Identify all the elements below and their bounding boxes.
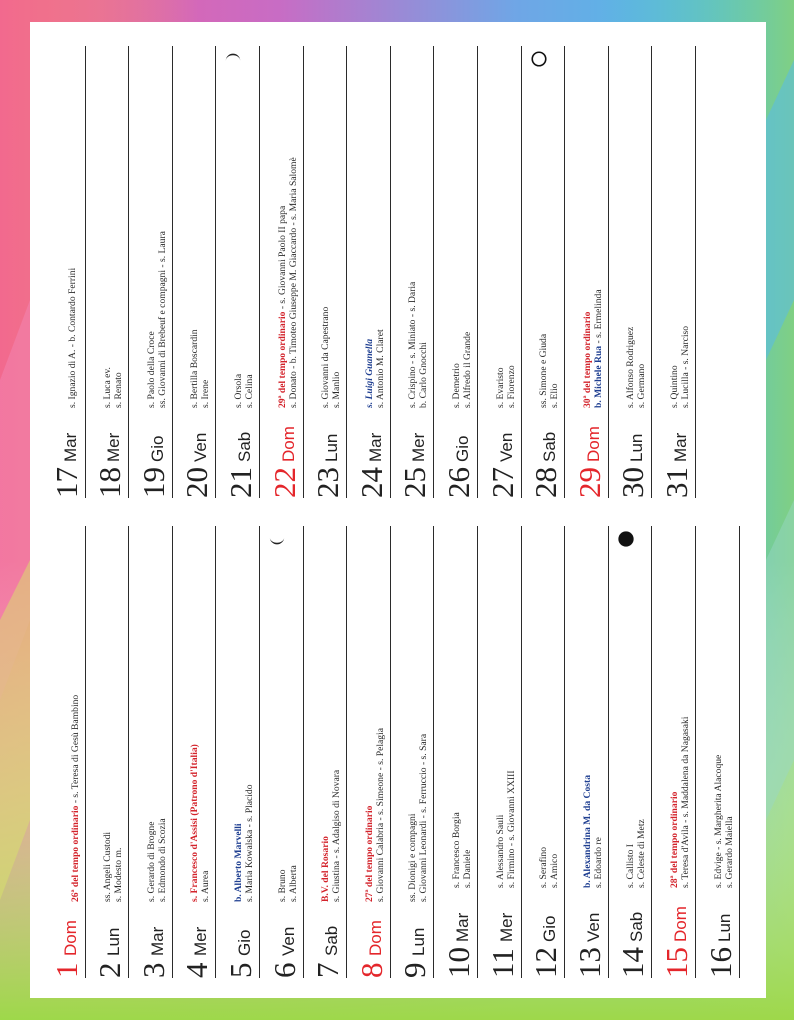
saints-text [451,812,473,888]
saints-text [277,157,299,408]
saint-name: s. Daniele [461,849,473,888]
day-name: Sab [322,925,342,956]
saints-line [680,717,691,888]
day-name: Ven [191,432,211,462]
saints-text [364,329,386,408]
feast-highlight: b. Alberto Marvelli [232,823,244,902]
saints-text [669,326,691,408]
saint-name: s. Alberta [287,865,299,902]
row-divider [433,526,434,978]
day-name: Mar [452,912,472,942]
day-number: 27 [484,467,520,498]
row-divider [128,46,129,498]
saints-line [146,818,157,902]
saint-name: s. Ignazio di A. - b. Contardo Ferrini [66,267,78,408]
day-row [436,526,478,978]
day-number: 19 [135,467,171,498]
saint-name: - s. Giovanni Paolo II papa [276,205,288,312]
saints-line [375,329,386,408]
row-divider [695,526,696,978]
day-row [175,46,217,498]
saint-name: - s. Ermelinda [592,289,604,346]
saint-name: s. Renato [113,372,125,408]
day-number: 5 [222,962,258,978]
row-divider [346,526,347,978]
row-divider [390,526,391,978]
row-divider [477,526,478,978]
saints-line [189,329,200,408]
saints-line [462,332,473,408]
day-name: Lun [409,927,429,956]
day-row [480,526,522,978]
saint-name: s. Celina [243,374,255,408]
day-name: Lun [714,913,734,942]
row-divider [303,526,304,978]
day-number: 24 [353,467,389,498]
saints-line [331,307,342,408]
saints-line [320,770,331,902]
feast-highlight: B.V. del Rosario [320,836,332,902]
saint-name: s. Gerardo di Brogne [145,821,157,902]
saint-name: s. Amico [549,853,561,888]
day-row [654,526,696,978]
saints-text [102,832,124,902]
first-quarter-moon-icon [224,50,242,68]
saints-line [636,819,647,888]
saints-text [277,865,299,902]
saints-line [113,832,124,902]
day-number: 30 [615,467,651,498]
day-number: 17 [48,467,84,498]
day-number: 7 [310,962,346,978]
saint-name: s. Antonio M. Claret [374,329,386,408]
day-name: Dom [278,426,298,462]
saint-name: s. Germano [636,363,648,408]
saints-text [582,775,604,888]
saints-text [495,770,517,888]
day-row [306,526,348,978]
row-divider [739,526,740,978]
day-name: Dom [60,920,80,956]
saints-text [407,282,429,408]
saints-text [146,818,168,902]
day-row [349,46,391,498]
saint-name: ss. Giovanni di Brebeuf e compagni - s. Laura [156,231,168,408]
saint-name: s. Giovanni Leonardi - s. Ferruccio - s. Sara [418,733,430,902]
day-name: Mar [147,926,167,956]
saints-line [625,819,636,888]
day-number: 12 [528,947,564,978]
day-number: 22 [266,467,302,498]
saints-text [67,268,78,408]
day-number: 28 [528,467,564,498]
saints-line [157,818,168,902]
row-divider [303,46,304,498]
day-number: 16 [702,947,738,978]
row-divider [608,46,609,498]
day-name: Sab [234,431,254,462]
saints-line [418,282,429,408]
day-name: Ven [583,912,603,942]
saints-line [538,334,549,408]
saints-line [189,744,200,902]
day-row [480,46,522,498]
saints-line [200,744,211,902]
saints-text [713,755,735,888]
day-number: 23 [310,467,346,498]
day-number: 29 [571,467,607,498]
day-number: 25 [397,467,433,498]
saint-name: s. Quintino [668,365,680,408]
saint-name: s. Giovanni da Capestrano [320,306,332,408]
saints-line [288,157,299,408]
row-divider [521,526,522,978]
saints-line [495,365,506,408]
row-divider [477,46,478,498]
saints-line [625,327,636,408]
day-row [44,46,86,498]
day-number: 4 [179,962,215,978]
feast-highlight: b. Michele Rua [592,345,604,408]
saint-name: s. Lucilla - s. Narciso [679,325,691,408]
saints-text [189,744,211,902]
saints-line [244,374,255,408]
day-row [436,46,478,498]
saint-name: s. Teresa d'Avila - s. Maddalena da Nagasaki [679,716,691,888]
day-row [218,526,260,978]
day-name: Lun [104,927,124,956]
saint-name: s. Celeste di Metz [636,819,648,888]
saint-name: s. Bruno [276,869,288,902]
day-row [524,46,566,498]
row-divider [651,526,652,978]
day-number: 20 [179,467,215,498]
saints-line [636,327,647,408]
day-row [524,526,566,978]
day-row [349,526,391,978]
saints-line [146,231,157,408]
saints-line [582,289,593,408]
day-name: Lun [627,433,647,462]
saint-name: s. Edmondo di Scozia [156,818,168,902]
saints-line [549,847,560,888]
saint-name: s. Giovanni Calabria - s. Simeone - s. Pelagia [374,728,386,902]
saint-name: s. Bertilla Boscardin [189,329,201,408]
day-number: 15 [658,947,694,978]
day-row [393,526,435,978]
saint-name: ss. Angeli Custodi [102,831,114,902]
day-name: Gio [147,435,167,462]
saints-text [625,327,647,408]
saint-name: s. Fiorenzo [505,365,517,408]
row-divider [564,46,565,498]
saints-line [277,157,288,408]
row-divider [128,526,129,978]
row-divider [390,46,391,498]
day-number: 31 [658,467,694,498]
day-row [131,46,173,498]
day-number: 21 [222,467,258,498]
day-name: Ven [496,432,516,462]
row-divider [85,526,86,978]
day-name: Ven [278,926,298,956]
day-name: Mer [496,912,516,942]
day-name: Mar [365,432,385,462]
saints-text [320,770,342,902]
row-divider [564,526,565,978]
saint-name: s. Edvige - s. Margherita Alacoque [712,754,724,888]
saints-line [67,268,78,408]
saints-line [233,374,244,408]
day-row [175,526,217,978]
saints-text [102,367,124,408]
day-number: 8 [353,962,389,978]
row-divider [608,526,609,978]
saints-line [506,365,517,408]
saint-name: s. Firmino - s. Giovanni XXIII [505,770,517,888]
feast-highlight: b. Alexandrina M. da Costa [581,774,593,888]
saints-line [669,717,680,888]
day-row [654,46,696,498]
saints-line [288,865,299,902]
saints-line [680,326,691,408]
saints-line [364,728,375,902]
row-divider [521,46,522,498]
saints-text [189,329,211,408]
day-row [131,526,173,978]
saints-line [70,695,81,902]
saints-line [233,784,244,902]
saint-name: s. Maria Kowalska - s. Placido [243,784,255,902]
feast-highlight: 30ª del tempo ordinario [581,311,593,408]
day-number: 13 [571,947,607,978]
saints-text [70,695,81,902]
day-name: Mer [104,432,124,462]
feast-highlight: s. Luigi Guanella [363,338,375,408]
saints-text [538,334,560,408]
day-number: 11 [484,948,520,978]
saint-name: s. Serafino [538,846,550,888]
saints-line [157,231,168,408]
row-divider [259,526,260,978]
saints-line [200,329,211,408]
saints-text [669,717,691,888]
saints-line [582,775,593,888]
saint-name: s. Demetrio [450,363,462,408]
saint-name: s. Orsola [232,373,244,408]
day-name: Mar [670,432,690,462]
day-name: Gio [452,435,472,462]
saints-line [418,734,429,902]
saints-text [407,734,429,902]
day-row [393,46,435,498]
row-divider [695,46,696,498]
row-divider [433,46,434,498]
day-row [567,526,609,978]
saints-text [233,784,255,902]
day-name: Dom [670,906,690,942]
saint-name: s. Alessandro Sauli [494,814,506,888]
saint-name: b. Carlo Gnocchi [418,342,430,408]
saints-line [407,282,418,408]
day-row [88,46,130,498]
saints-line [364,329,375,408]
saints-text [451,332,473,408]
saints-line [549,334,560,408]
saint-name: s. Gerardo Maiella [723,816,735,888]
day-row [611,526,653,978]
day-name: Dom [583,426,603,462]
day-name: Mar [60,432,80,462]
saints-line [495,770,506,888]
day-number: 3 [135,962,171,978]
day-number: 1 [48,962,84,978]
saint-name: ss. Dionigi e compagni [407,813,419,902]
feast-highlight: 29ª del tempo ordinario [276,311,288,408]
saint-name: s. Crispino - s. Miniato - s. Daria [407,281,419,408]
day-row [611,46,653,498]
saint-name: s. Giustina - s. Adalgiso di Novara [331,769,343,902]
saints-text [538,847,560,888]
row-divider [215,526,216,978]
day-name: Mer [409,432,429,462]
day-name: Dom [365,920,385,956]
row-divider [172,46,173,498]
day-number: 6 [266,962,302,978]
saints-line [102,367,113,408]
day-number: 2 [92,962,128,978]
saints-line [538,847,549,888]
saint-name: s. Callisto I [625,844,637,888]
day-name: Sab [540,431,560,462]
day-number: 18 [92,467,128,498]
saint-name: s. Evaristo [494,367,506,408]
day-number: 9 [397,962,433,978]
saints-text [582,289,604,408]
saints-line [407,734,418,902]
day-number: 10 [440,947,476,978]
saints-text [495,365,517,408]
saints-line [244,784,255,902]
feast-highlight: 27ª del tempo ordinario [363,805,375,902]
saints-line [462,812,473,888]
saints-text [364,728,386,902]
saint-name: s. Alfredo il Grande [461,331,473,408]
saints-line [506,770,517,888]
saint-name: s. Manlio [331,371,343,408]
saint-name: s. Alfonso Rodriguez [625,326,637,408]
day-row [44,526,86,978]
day-number: 14 [615,947,651,978]
feast-highlight: 26ª del tempo ordinario [69,805,81,902]
last-quarter-moon-icon [268,530,286,548]
saints-line [331,770,342,902]
saint-name: s. Luca ev. [102,367,114,408]
row-divider [346,46,347,498]
day-number: 26 [440,467,476,498]
day-row [262,46,304,498]
saint-name: s. Aurea [200,870,212,902]
saint-name: - s. Teresa di Gesù Bambino [69,694,81,806]
day-name: Lun [322,433,342,462]
saints-text [146,231,168,408]
saints-text [320,307,342,408]
row-divider [215,46,216,498]
saint-name: s. Francesco Borgia [450,812,462,888]
saints-text [625,819,647,888]
saints-line [277,865,288,902]
day-name: Gio [540,915,560,942]
day-row [567,46,609,498]
saint-name: s. Donato - b. Timoteo Giuseppe M. Giaccardo - s. Maria Salomè [287,157,299,408]
full-moon-icon [530,50,548,68]
day-name: Sab [627,911,647,942]
row-divider [172,526,173,978]
new-moon-icon [617,530,635,548]
day-row [218,46,260,498]
row-divider [259,46,260,498]
saint-name: s. Paolo della Croce [145,331,157,408]
feast-highlight: s. Francesco d'Assisi (Patrono d'Italia) [189,744,201,902]
day-row [262,526,304,978]
day-row [306,46,348,498]
saint-name: s. Edoardo re [592,837,604,888]
day-row [698,526,740,978]
day-row [88,526,130,978]
saints-line [593,775,604,888]
saints-line [320,307,331,408]
saint-name: ss. Simone e Giuda [538,333,550,408]
saints-line [451,332,462,408]
saints-line [593,289,604,408]
saints-line [102,832,113,902]
day-name: Gio [234,929,254,956]
feast-highlight: 28ª del tempo ordinario [668,791,680,888]
october-calendar [42,32,754,986]
row-divider [651,46,652,498]
calendar-page [30,22,766,998]
saints-line [724,755,735,888]
saints-line [451,812,462,888]
saints-line [713,755,724,888]
saints-line [375,728,386,902]
saint-name: s. Elio [549,383,561,408]
saints-line [669,326,680,408]
saint-name: s. Irene [200,379,212,408]
saints-text [233,374,255,408]
day-name: Mer [191,926,211,956]
saints-line [113,367,124,408]
saint-name: s. Modesto m. [113,847,125,902]
row-divider [85,46,86,498]
